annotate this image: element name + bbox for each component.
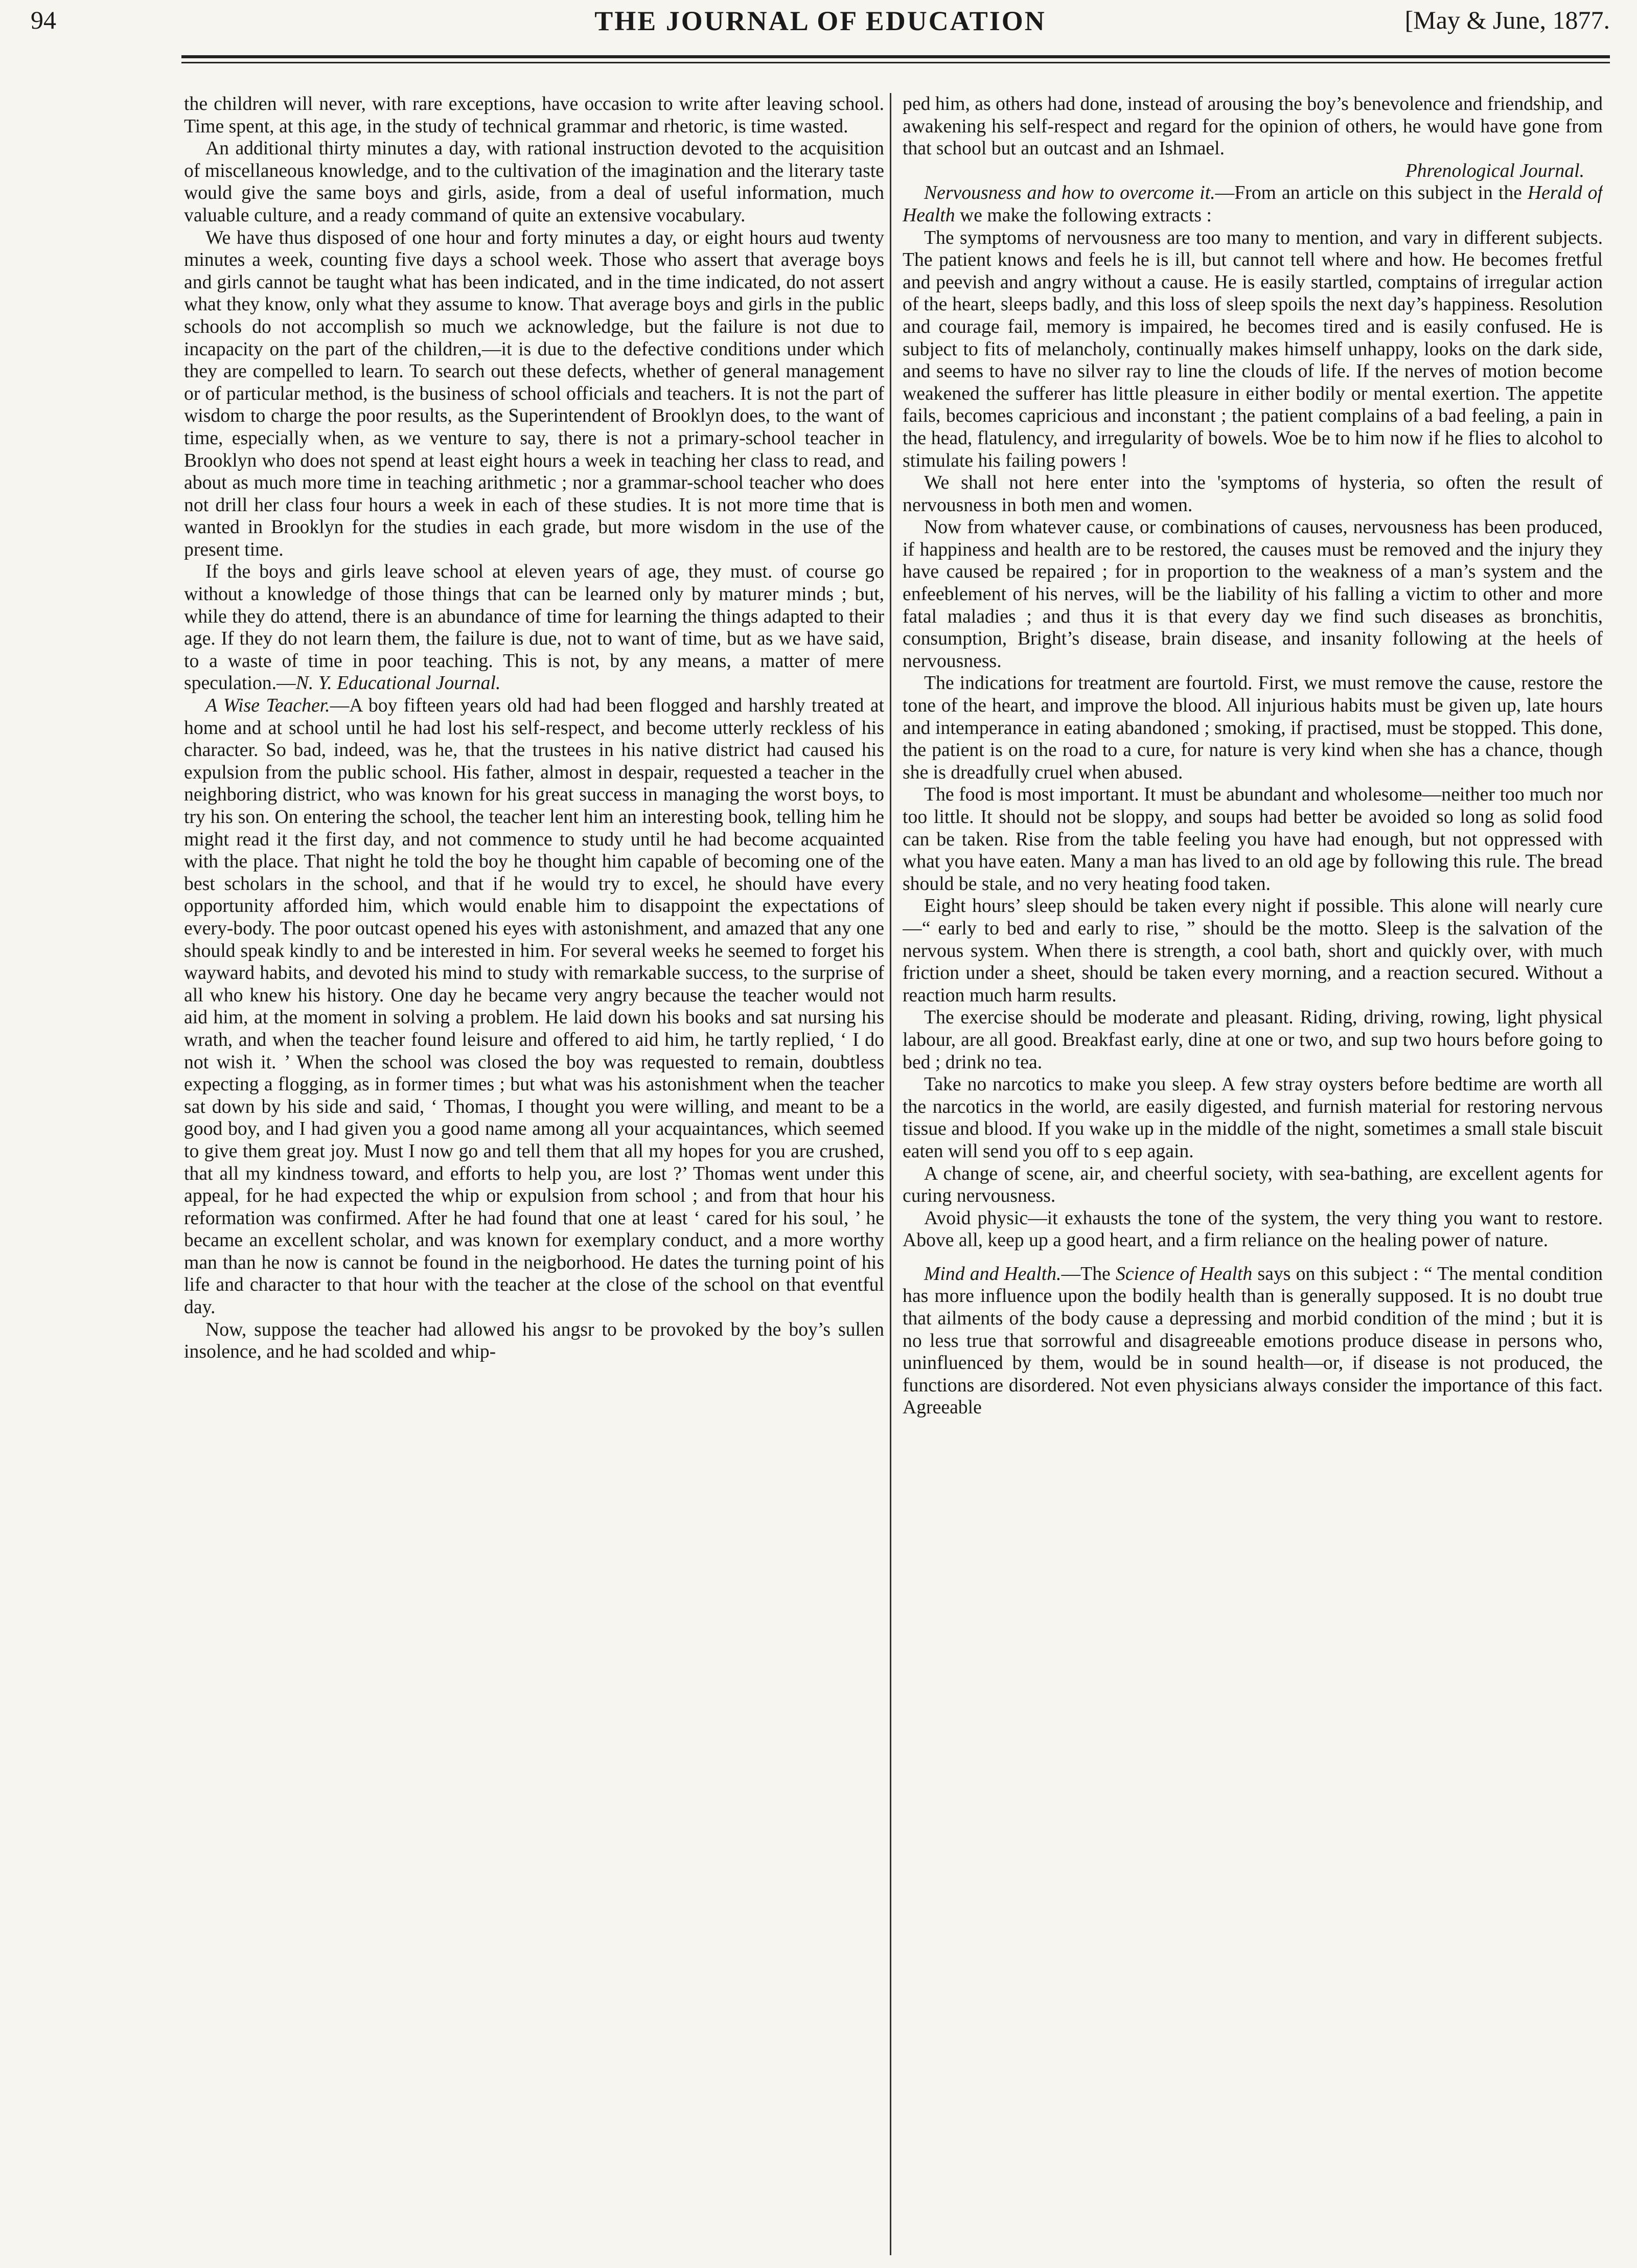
paragraph: The symptoms of nervousness are too many to mention, and vary in different subjects. The patient knows and feels he is ill, but cannot tell where and how. He becomes fretful and peevish and angry without a cause. He is easily startled, comptains of irregular action of the heart, sleeps badly, and this loss of sleep spoils the next day’s happiness. Resolution and courage fail, memory is impaired, he becomes tired and is easily confused. He is subject to fits of melancholy, continually makes himself unhappy, looks on the dark side, and seems to have no silver ray to line the clouds of life. If the nerves of motion become weakened the sufferer has little pleasure in either bodily or mental exertion. The appetite fails, becomes capricious and inconstant ; the patient complains of a bad feeling, a pain in the head, flatulency, and irregularity of bowels. Woe be to him now if he flies to alcohol to stimulate his failing powers ! xyxy=(903,226,1603,471)
paragraph-text: If the boys and girls leave school at eleven years of age, they must. of course go without a knowledge of those things that can be learned only by maturer minds ; but, while they do attend, there is an abundance of time for learning the things adapted to their age. If they do not learn them, the failure is due, not to want of time, but as we have said, to a waste of time in poor teaching. This is not, by any means, a matter of mere speculation.— xyxy=(184,561,884,694)
right-column xyxy=(903,93,1603,2255)
paragraph: Avoid physic—it exhausts the tone of the system, the very thing you want to restore. Above all, keep up a good heart, and a firm reliance on the healing power of nature. xyxy=(903,1207,1603,1251)
paragraph: We have thus disposed of one hour and forty minutes a day, or eight hours aud twenty minutes a week, counting five days a school week. Those who assert that average boys and girls cannot be taught what has been indicated, and in the time indicated, do not assert what they know, only what they assume to know. That average boys and girls in the public schools do not accomplish so much we acknowledge, but the failure is not due to incapacity on the part of the children,—it is due to the defective conditions under which they are compelled to learn. To search out these defects, whether of general management or of particular method, is the business of school officials and teachers. It is not the part of wisdom to charge the poor results, as the Superintendent of Brooklyn does, to the want of time, especially when, as we venture to say, there is not a primary-school teacher in Brooklyn who does not spend at least eight hours a week in teaching her class to read, and about as much more time in teaching arithmetic ; nor a grammar-school teacher who does not drill her class four hours a week in each of these studies. It is not more time that is wanted in Brooklyn for the studies in each grade, but more wisdom in the use of the present time. xyxy=(184,226,884,560)
article-mind-and-health xyxy=(903,1263,1603,1419)
paragraph: We shall not here enter into the 'symptoms of hysteria, so often the result of nervousness in both men and women. xyxy=(903,472,1603,516)
publication-name: Herald of Health xyxy=(903,182,1603,226)
journal-title: THE JOURNAL OF EDUCATION xyxy=(594,6,1046,36)
paragraph-text: —A boy fifteen years old had had been flogged and harshly treated at home and at school until he had lost his self-respect, and become utterly reckless of his character. So bad, indeed, was he, that the trustees in his native district had caused his expulsion from the public school. His father, almost in despair, requested a teacher in the neighboring district, who was known for his great success in managing the worst boys, to try his son. On entering the school, the teacher lent him an interesting book, telling him he might read it the first day, and not commence to study until he had become acquainted with the place. That night he told the boy he thought him capable of becoming one of the best scholars in the school, and that if he would try to excel, he should have every opportunity afforded him, which would enable him to disappoint the expectations of every-body. The poor outcast opened his eyes with astonishment, and amazed that any one should speak kindly to and be interested in him. For several weeks he seemed to forget his wayward habits, and devoted his mind to study with remarkable success, to the surprise of all who knew his history. One day he became very angry because the teacher would not aid him, at the moment in solving a problem. He laid down his books and sat nursing his wrath, and when the teacher found leisure and offered to aid him, he tartly replied, ‘ I do not wish it. ’ When the school was closed the boy was requested to remain, doubtless expecting a flogging, as in former times ; but what was his astonishment when the teacher sat down by his side and said, ‘ Thomas, I thought you were willing, and meant to be a good boy, and I had given you a good name among all your acquaintances, which seemed to give them great joy. Must I now go and tell them that all my hopes for you are crushed, that all my kindness toward, and efforts to help you, are lost ?’ Thomas went under this appeal, for he had expected the whip or expulsion from school ; and from that hour his reformation was confirmed. After he had found that one at least ‘ cared for his soul, ’ he became an excellent scholar, and was known for exemplary conduct, and a more worthy man than he now is cannot be found in the neigborhood. He dates the turning point of his life and character to that hour with the teacher at the close of the school on that eventful day. xyxy=(184,695,884,1318)
header-rule-thin xyxy=(181,62,1610,63)
article-nervousness xyxy=(903,182,1603,226)
header-rule-thick xyxy=(181,55,1610,58)
left-column xyxy=(184,93,884,2255)
paragraph: An additional thirty minutes a day, with rational instruction devoted to the acquisition of miscellaneous knowledge, and to the cultivation of the imagination and the literary taste would give the same boys and girls, aside, from a deal of useful information, much valuable culture, and a ready command of quite an extensive vocabulary. xyxy=(184,138,884,226)
paragraph: Take no narcotics to make you sleep. A few stray oysters before bedtime are worth all the narcotics in the world, are easily digested, and furnish material for restoring nervous tissue and blood. If you wake up in the middle of the night, sometimes a small stale biscuit eaten will send you off to s eep again. xyxy=(903,1073,1603,1162)
paragraph: Now from whatever cause, or combinations of causes, nervousness has been produced, if happiness and health are to be restored, the causes must be removed and the injury they have caused be repaired ; for in proportion to the weakness of a man’s system and the enfeeblement of his nerves, will be the liability of his falling a victim to other and more fatal maladies ; and thus it is that every day we find such diseases as bronchitis, consumption, Bright’s disease, brain disease, and insanity following at the heels of nervousness. xyxy=(903,516,1603,672)
paragraph: The exercise should be moderate and pleasant. Riding, driving, rowing, light physical labour, are all good. Breakfast early, dine at one or two, and sup two hours before going to bed ; drink no tea. xyxy=(903,1006,1603,1073)
paragraph: the children will never, with rare exceptions, have occasion to write after leaving school. Time spent, at this age, in the study of technical grammar and rhetoric, is time wasted. xyxy=(184,93,884,137)
paragraph: The food is most important. It must be abundant and wholesome—neither too much nor too little. It should not be sloppy, and soups had better be avoided so long as solid food can be taken. Rise from the table feeling you have had enough, but not oppressed with what you have eaten. Many a man has lived to an old age by following this rule. The bread should be stale, and no very heating food taken. xyxy=(903,784,1603,895)
paragraph-text: —From an article on this subject in the xyxy=(1215,182,1528,204)
page-number: 94 xyxy=(31,6,56,34)
paragraph-text: says on this subject : “ The mental condition has more influence upon the bodily health than is generally supposed. It is no doubt true that ailments of the body cause a depressing and morbid condition of the mind ; but it is no less true that sorrowful and disagreeable emotions produce disease in persons who, uninfluenced by them, would be in sound health—or, if disease is not produced, the functions are disordered. Not even physicians always consider the importance of this fact. Agreeable xyxy=(903,1263,1603,1418)
issue-date: [May & June, 1877. xyxy=(1404,6,1610,34)
article-wise-teacher xyxy=(184,695,884,1319)
article-title: A Wise Teacher. xyxy=(205,695,330,717)
paragraph: A change of scene, air, and cheerful society, with sea-bathing, are excellent agents for curing nervousness. xyxy=(903,1162,1603,1207)
article-title: Nervousness and how to overcome it. xyxy=(924,182,1215,204)
paragraph-text: we make the following extracts : xyxy=(955,204,1212,226)
paragraph-text: —The xyxy=(1061,1263,1116,1285)
paragraph: Now, suppose the teacher had allowed his angsr to be provoked by the boy’s sullen insolence, and he had scolded and whip- xyxy=(184,1318,884,1363)
publication-name: Science of Health xyxy=(1115,1263,1253,1285)
page-header xyxy=(31,5,1610,41)
source-citation: N. Y. Educational Journal. xyxy=(295,672,501,694)
paragraph: ped him, as others had done, instead of arousing the boy’s benevolence and friendship, and awakening his self-respect and regard for the opinion of others, he would have gone from that school but an outcast and an Ishmael. xyxy=(903,93,1603,159)
paragraph: The indications for treatment are fourtold. First, we must remove the cause, restore the tone of the heart, and improve the blood. All injurious habits must be given up, late hours and intemperance in eating abandoned ; smoking, if practised, must be stopped. This done, the patient is on the road to a cure, for nature is very kind when she has a chance, though she is dreadfully cruel when abused. xyxy=(903,672,1603,783)
source-citation: Phrenological Journal. xyxy=(1405,159,1584,181)
paragraph: Eight hours’ sleep should be taken every night if possible. This alone will nearly cure—“ early to bed and early to rise, ” should be the motto. Sleep is the salvation of the nervous system. When there is strength, a cool bath, short and quickly over, with much friction under a sheet, should be taken every morning, and a reaction secured. Without a reaction much harm results. xyxy=(903,895,1603,1006)
column-divider xyxy=(890,93,891,2255)
paragraph xyxy=(184,561,884,695)
article-title: Mind and Health. xyxy=(924,1263,1062,1285)
